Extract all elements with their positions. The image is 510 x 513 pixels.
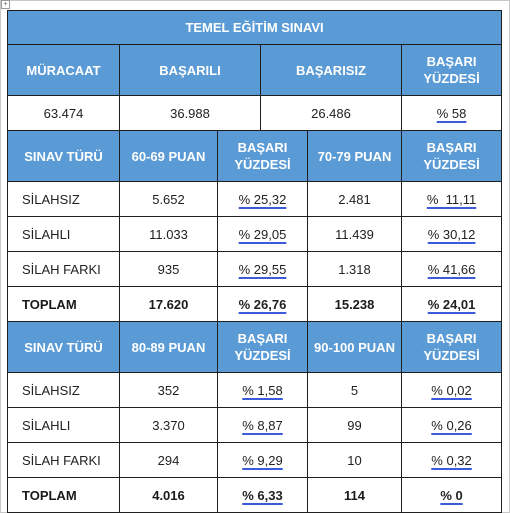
rate-cell <box>218 182 308 217</box>
count-cell: 11.439 <box>308 217 402 252</box>
rate-text: % 29,05 <box>238 226 287 242</box>
applications-value: 63.474 <box>8 96 120 131</box>
count-cell: 3.370 <box>120 408 218 443</box>
rate-cell <box>402 373 502 408</box>
rate-cell <box>402 182 502 217</box>
rate-cell <box>218 217 308 252</box>
count-cell: 15.238 <box>308 287 402 322</box>
rate-cell <box>402 252 502 287</box>
rate-cell <box>402 408 502 443</box>
count-cell: 5.652 <box>120 182 218 217</box>
header-line: YÜZDESİ <box>423 348 480 363</box>
count-cell: 4.016 <box>120 478 218 513</box>
header-line: YÜZDESİ <box>234 348 291 363</box>
rate-cell <box>218 443 308 478</box>
header-range-70-79: 70-79 PUAN <box>308 131 402 182</box>
table-row <box>8 408 502 443</box>
rate-cell <box>218 408 308 443</box>
header-range-90-100: 90-100 PUAN <box>308 322 402 373</box>
passed-value: 36.988 <box>120 96 261 131</box>
exam-type-cell: SİLAHSIZ <box>8 373 120 408</box>
table-row <box>8 373 502 408</box>
rate-text: % 0,26 <box>431 417 472 433</box>
table-row <box>8 182 502 217</box>
header-rate-60-69 <box>218 131 308 182</box>
rate-text: % 41,66 <box>427 261 476 277</box>
exam-type-cell: SİLAHLI <box>8 408 120 443</box>
count-cell: 11.033 <box>120 217 218 252</box>
rate-cell <box>402 287 502 322</box>
count-cell: 17.620 <box>120 287 218 322</box>
success-rate-value <box>402 96 502 131</box>
header-line: YÜZDESİ <box>234 157 291 172</box>
rate-cell <box>218 373 308 408</box>
rate-cell <box>218 478 308 513</box>
rate-text: % 29,55 <box>238 261 287 277</box>
exam-type-cell: SİLAH FARKI <box>8 443 120 478</box>
header-line: BAŞARI <box>426 140 477 155</box>
rate-text: % 0 <box>440 487 463 503</box>
table-row <box>8 252 502 287</box>
total-label: TOPLAM <box>8 478 120 513</box>
header-line: BAŞARI <box>237 140 288 155</box>
count-cell: 99 <box>308 408 402 443</box>
rate-cell <box>218 287 308 322</box>
exam-type-cell: SİLAHLI <box>8 217 120 252</box>
total-label: TOPLAM <box>8 287 120 322</box>
count-cell: 352 <box>120 373 218 408</box>
rate-cell <box>402 217 502 252</box>
count-cell: 2.481 <box>308 182 402 217</box>
rate-cell <box>402 478 502 513</box>
count-cell: 294 <box>120 443 218 478</box>
total-row <box>8 478 502 513</box>
header-rate-90-100 <box>402 322 502 373</box>
rate-text: % 8,87 <box>242 417 283 433</box>
rate-text: % 0,32 <box>431 452 472 468</box>
rate-text: % 11,11 <box>426 191 477 207</box>
header-failed: BAŞARISIZ <box>261 45 402 96</box>
count-cell: 935 <box>120 252 218 287</box>
header-success-rate <box>402 45 502 96</box>
header-passed: BAŞARILI <box>120 45 261 96</box>
header-line: BAŞARI <box>426 54 477 69</box>
move-handle-icon[interactable]: + <box>1 0 10 9</box>
header-range-60-69: 60-69 PUAN <box>120 131 218 182</box>
exam-type-cell: SİLAH FARKI <box>8 252 120 287</box>
rate-cell <box>402 443 502 478</box>
exam-results-table <box>7 10 502 513</box>
total-row <box>8 287 502 322</box>
header-exam-type: SINAV TÜRÜ <box>8 131 120 182</box>
header-line: BAŞARI <box>237 331 288 346</box>
failed-value: 26.486 <box>261 96 402 131</box>
rate-text: % 1,58 <box>242 382 283 398</box>
count-cell: 114 <box>308 478 402 513</box>
header-rate-80-89 <box>218 322 308 373</box>
table-title: TEMEL EĞİTİM SINAVI <box>8 11 502 45</box>
rate-text: % 26,76 <box>238 296 287 312</box>
count-cell: 10 <box>308 443 402 478</box>
rate-text: % 0,02 <box>431 382 472 398</box>
count-cell: 5 <box>308 373 402 408</box>
rate-text: % 9,29 <box>242 452 283 468</box>
header-line: YÜZDESİ <box>423 71 480 86</box>
header-line: BAŞARI <box>426 331 477 346</box>
table-row <box>8 217 502 252</box>
header-line: YÜZDESİ <box>423 157 480 172</box>
count-cell: 1.318 <box>308 252 402 287</box>
rate-text: % 6,33 <box>242 487 283 503</box>
rate-text: % 30,12 <box>427 226 476 242</box>
header-exam-type: SINAV TÜRÜ <box>8 322 120 373</box>
rate-text: % 25,32 <box>238 191 287 207</box>
header-rate-70-79 <box>402 131 502 182</box>
rate-cell <box>218 252 308 287</box>
rate-text: % 58 <box>436 105 467 121</box>
header-applications: MÜRACAAT <box>8 45 120 96</box>
table-row <box>8 443 502 478</box>
exam-type-cell: SİLAHSIZ <box>8 182 120 217</box>
rate-text: % 24,01 <box>427 296 476 312</box>
header-range-80-89: 80-89 PUAN <box>120 322 218 373</box>
